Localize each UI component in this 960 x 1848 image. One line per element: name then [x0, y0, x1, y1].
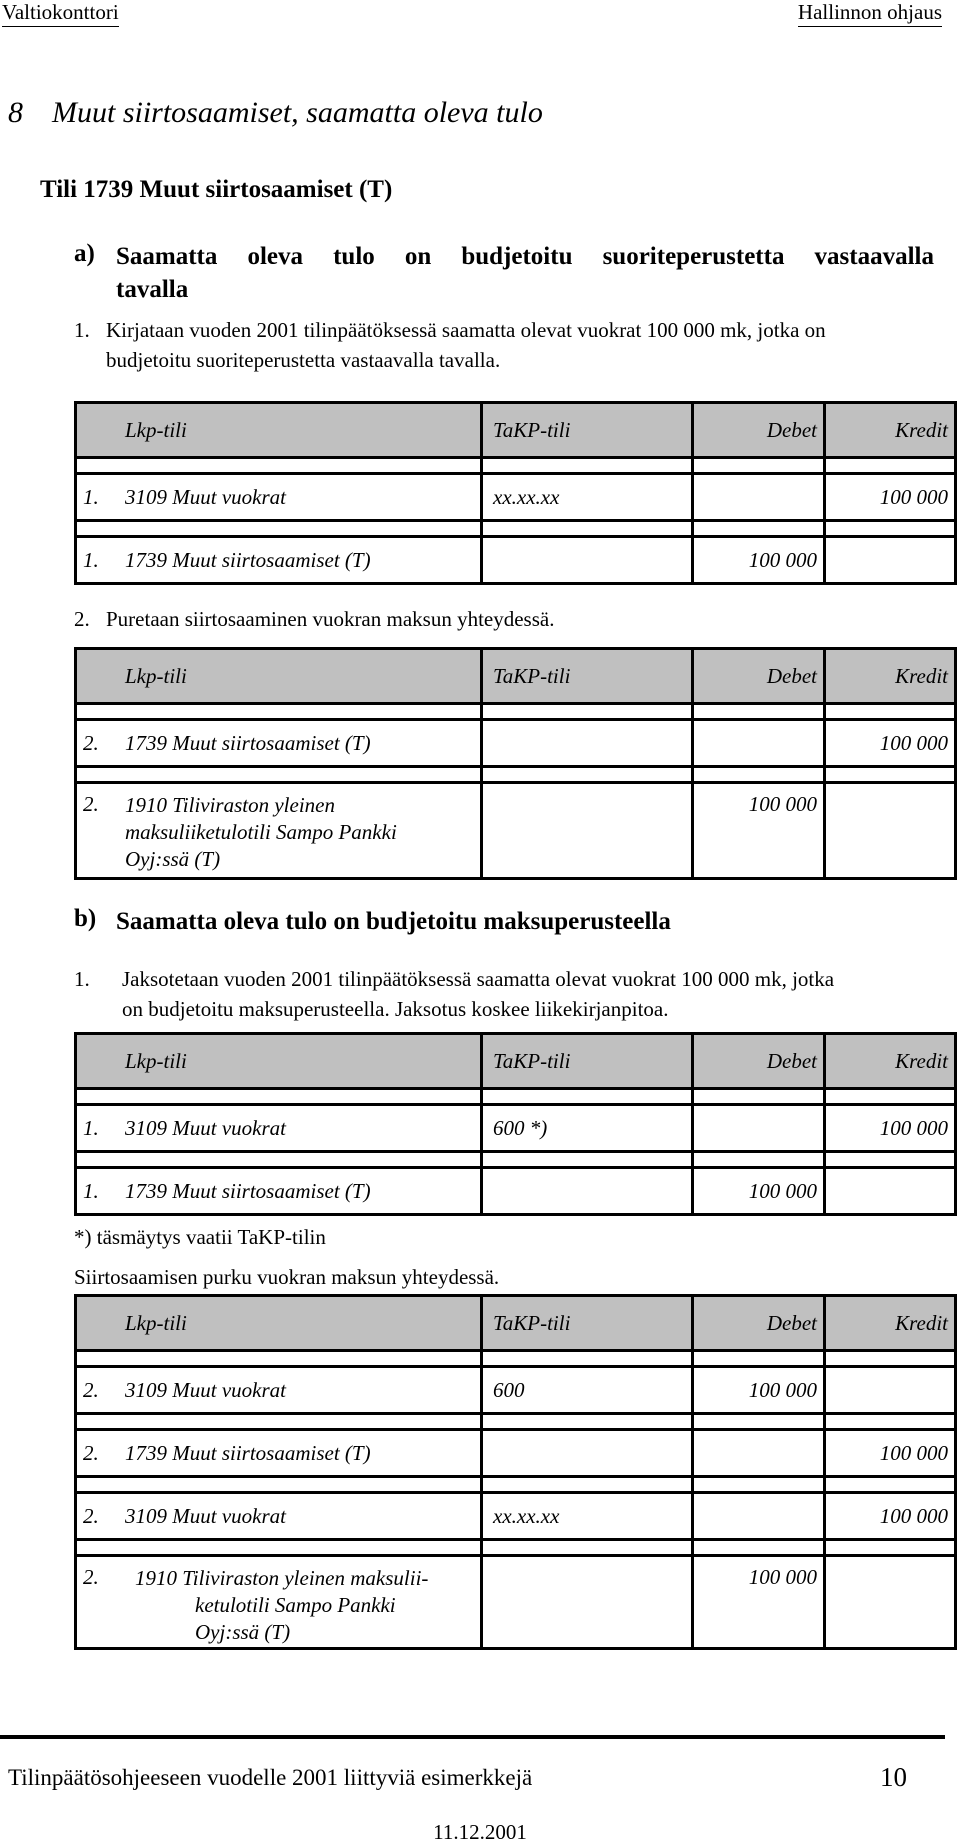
- page-number: 10: [880, 1762, 907, 1792]
- paragraph-line: budjetoitu suoriteperustetta vastaavalla tavalla.: [106, 348, 501, 372]
- account-name-line: 1910 Tiliviraston yleinen maksulii-: [135, 1566, 429, 1590]
- paragraph-line: Puretaan siirtosaaminen vuokran maksun yhteydessä.: [106, 607, 555, 631]
- col-header-takp: TaKP-tili: [482, 649, 693, 704]
- kredit-cell: [825, 537, 956, 584]
- account-name: 3109 Muut vuokrat: [125, 1115, 286, 1140]
- entry-number: 1.: [83, 1178, 99, 1203]
- ledger-table-1: [74, 401, 957, 585]
- table-header-row: [76, 649, 956, 704]
- entry-number: 2.: [83, 792, 99, 816]
- takp-cell: [482, 537, 693, 584]
- col-header-debet: Debet: [693, 1296, 825, 1351]
- debet-cell: 100 000: [693, 783, 825, 879]
- chapter-title: [8, 96, 543, 130]
- debet-cell: [693, 1493, 825, 1540]
- debet-cell: [693, 720, 825, 767]
- takp-cell: [482, 1168, 693, 1215]
- kredit-cell: [825, 1367, 956, 1414]
- col-header-lkp: Lkp-tili: [125, 1310, 187, 1335]
- ledger-table-2: [74, 647, 957, 880]
- footer-text: Tilinpäätösohjeeseen vuodelle 2001 liittyviä esimerkkejä: [8, 1765, 533, 1790]
- section-a-line2: tavalla: [116, 276, 189, 303]
- paragraph-number: 1.: [74, 318, 90, 342]
- col-header-kredit: Kredit: [825, 1296, 956, 1351]
- table-row: [76, 1367, 956, 1414]
- table-row: [76, 537, 956, 584]
- col-header-takp: TaKP-tili: [482, 403, 693, 458]
- account-name-line: Oyj:ssä (T): [125, 847, 221, 871]
- header-org: Valtiokonttori: [2, 0, 119, 27]
- account-name-line: 1910 Tiliviraston yleinen: [125, 793, 335, 817]
- account-name-line: maksuliiketulotili Sampo Pankki: [125, 820, 397, 844]
- ledger-table-4: [74, 1294, 957, 1650]
- table-row: [76, 1430, 956, 1477]
- table-row: [76, 1493, 956, 1540]
- takp-cell: xx.xx.xx: [482, 474, 693, 521]
- kredit-cell: 100 000: [825, 720, 956, 767]
- account-name: 1739 Muut siirtosaamiset (T): [125, 730, 371, 755]
- kredit-cell: 100 000: [825, 1105, 956, 1152]
- table-row: [76, 1168, 956, 1215]
- col-header-takp: TaKP-tili: [482, 1296, 693, 1351]
- paragraph-line: on budjetoitu maksuperusteella. Jaksotus koskee liikekirjanpitoa.: [122, 997, 669, 1021]
- table-row: [76, 783, 956, 879]
- takp-cell: [482, 783, 693, 879]
- col-header-lkp: Lkp-tili: [125, 417, 187, 442]
- paragraph-number: 2.: [74, 607, 90, 631]
- section-b-label: b): [74, 905, 97, 932]
- footer-date: 11.12.2001: [433, 1820, 527, 1844]
- header-unit: Hallinnon ohjaus: [798, 0, 942, 27]
- account-name: 3109 Muut vuokrat: [125, 1377, 286, 1402]
- col-header-lkp: Lkp-tili: [125, 1048, 187, 1073]
- kredit-cell: [825, 783, 956, 879]
- kredit-cell: 100 000: [825, 1430, 956, 1477]
- entry-number: 1.: [83, 547, 99, 572]
- account-name: 1739 Muut siirtosaamiset (T): [125, 1178, 371, 1203]
- takp-cell: [482, 1556, 693, 1649]
- section-a-label: a): [74, 240, 95, 267]
- entry-number: 2.: [83, 1440, 99, 1465]
- footer-rule: [0, 1735, 945, 1739]
- footnote: *) täsmäytys vaatii TaKP-tilin: [74, 1225, 326, 1249]
- chapter-number: 8: [8, 96, 23, 129]
- ledger-table-3: [74, 1032, 957, 1216]
- debet-cell: [693, 1105, 825, 1152]
- kredit-cell: 100 000: [825, 474, 956, 521]
- entry-number: 2.: [83, 1565, 99, 1589]
- kredit-cell: [825, 1168, 956, 1215]
- entry-number: 2.: [83, 730, 99, 755]
- takp-cell: xx.xx.xx: [482, 1493, 693, 1540]
- debet-cell: [693, 1430, 825, 1477]
- table-header-row: [76, 1296, 956, 1351]
- takp-cell: 600 *): [482, 1105, 693, 1152]
- takp-cell: [482, 720, 693, 767]
- table-row: [76, 1105, 956, 1152]
- kredit-cell: 100 000: [825, 1493, 956, 1540]
- table-row: [76, 474, 956, 521]
- account-name: 1739 Muut siirtosaamiset (T): [125, 547, 371, 572]
- account-name-line: ketulotili Sampo Pankki: [195, 1593, 396, 1617]
- entry-number: 2.: [83, 1503, 99, 1528]
- entry-number: 2.: [83, 1377, 99, 1402]
- debet-cell: 100 000: [693, 1367, 825, 1414]
- chapter-title-text: Muut siirtosaamiset, saamatta oleva tulo: [52, 96, 543, 129]
- col-header-debet: Debet: [693, 1034, 825, 1089]
- account-name: 3109 Muut vuokrat: [125, 484, 286, 509]
- account-name-line: Oyj:ssä (T): [195, 1620, 291, 1644]
- table-row: [76, 1556, 956, 1649]
- debet-cell: 100 000: [693, 1168, 825, 1215]
- account-name: 3109 Muut vuokrat: [125, 1503, 286, 1528]
- debet-cell: 100 000: [693, 537, 825, 584]
- col-header-lkp: Lkp-tili: [125, 663, 187, 688]
- takp-cell: [482, 1430, 693, 1477]
- table-header-row: [76, 1034, 956, 1089]
- section-a-line1: Saamatta oleva tulo on budjetoitu suoriteperustetta vastaavalla: [116, 243, 934, 270]
- col-header-takp: TaKP-tili: [482, 1034, 693, 1089]
- col-header-kredit: Kredit: [825, 403, 956, 458]
- debet-cell: [693, 474, 825, 521]
- paragraph-line: Kirjataan vuoden 2001 tilinpäätöksessä saamatta olevat vuokrat 100 000 mk, jotka on: [106, 318, 826, 342]
- purku-text: Siirtosaamisen purku vuokran maksun yhteydessä.: [74, 1265, 500, 1289]
- table-row: [76, 720, 956, 767]
- entry-number: 1.: [83, 484, 99, 509]
- col-header-debet: Debet: [693, 403, 825, 458]
- paragraph-line: Jaksotetaan vuoden 2001 tilinpäätöksessä saamatta olevat vuokrat 100 000 mk, jotka: [122, 967, 835, 991]
- table-header-row: [76, 403, 956, 458]
- col-header-debet: Debet: [693, 649, 825, 704]
- account-name: 1739 Muut siirtosaamiset (T): [125, 1440, 371, 1465]
- col-header-kredit: Kredit: [825, 649, 956, 704]
- account-heading: Tili 1739 Muut siirtosaamiset (T): [40, 176, 393, 203]
- debet-cell: 100 000: [693, 1556, 825, 1649]
- col-header-kredit: Kredit: [825, 1034, 956, 1089]
- section-b-text: Saamatta oleva tulo on budjetoitu maksuperusteella: [116, 908, 671, 935]
- kredit-cell: [825, 1556, 956, 1649]
- takp-cell: 600: [482, 1367, 693, 1414]
- paragraph-number: 1.: [74, 967, 90, 991]
- entry-number: 1.: [83, 1115, 99, 1140]
